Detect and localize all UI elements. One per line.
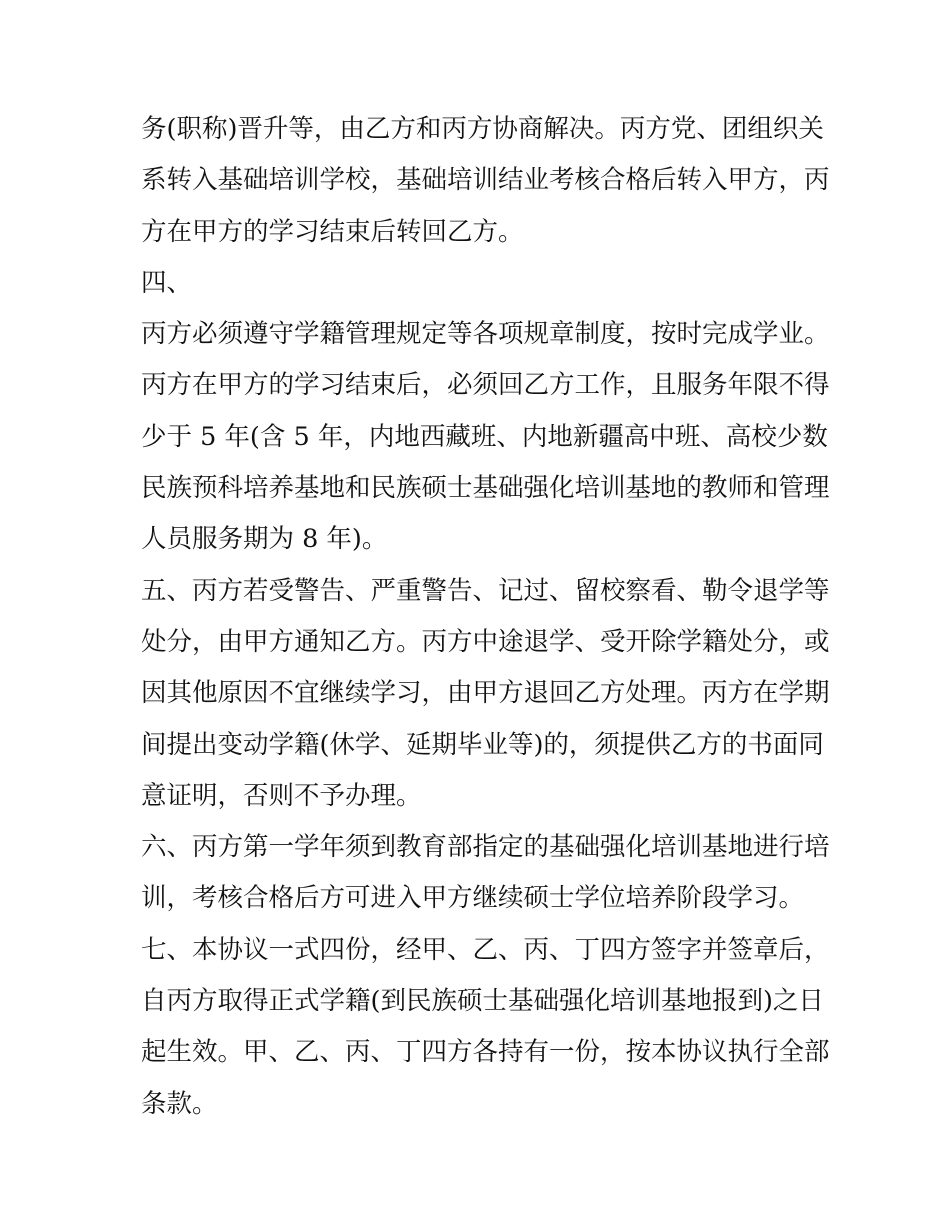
section-heading: 四、	[141, 267, 193, 298]
text-line: 因其他原因不宜继续学习，由甲方退回乙方处理。丙方在学期	[141, 678, 830, 709]
text-line: 意证明，否则不予办理。	[141, 780, 422, 811]
text-line: 间提出变动学籍(休学、延期毕业等)的，须提供乙方的书面同	[141, 729, 824, 760]
text-line: 少于 5 年(含 5 年，内地西藏班、内地新疆高中班、高校少数	[141, 421, 828, 452]
text-line: 五、丙方若受警告、严重警告、记过、留校察看、勒令退学等	[141, 575, 830, 606]
text-line: 处分，由甲方通知乙方。丙方中途退学、受开除学籍处分，或	[141, 626, 830, 657]
text-line: 民族预科培养基地和民族硕士基础强化培训基地的教师和管理	[141, 473, 830, 504]
text-line: 六、丙方第一学年须到教育部指定的基础强化培训基地进行培	[141, 832, 830, 863]
text-line: 务(职称)晋升等，由乙方和丙方协商解决。丙方党、团组织关	[141, 114, 824, 144]
text-line: 丙方在甲方的学习结束后，必须回乙方工作，且服务年限不得	[141, 370, 830, 401]
document-body	[141, 104, 830, 1130]
text-line: 七、本协议一式四份，经甲、乙、丙、丁四方签字并签章后，	[141, 934, 830, 965]
text-line: 系转入基础培训学校，基础培训结业考核合格后转入甲方，丙	[141, 165, 830, 196]
text-line: 训，考核合格后方可进入甲方继续硕士学位培养阶段学习。	[141, 883, 805, 914]
text-line: 人员服务期为 8 年)。	[141, 524, 388, 555]
text-line: 丙方必须遵守学籍管理规定等各项规章制度，按时完成学业。	[141, 319, 830, 350]
text-line: 方在甲方的学习结束后转回乙方。	[141, 216, 524, 247]
text-line: 起生效。甲、乙、丙、丁四方各持有一份，按本协议执行全部	[141, 1037, 830, 1068]
text-line: 条款。	[141, 1088, 218, 1119]
text-line: 自丙方取得正式学籍(到民族硕士基础强化培训基地报到)之日	[141, 986, 824, 1017]
